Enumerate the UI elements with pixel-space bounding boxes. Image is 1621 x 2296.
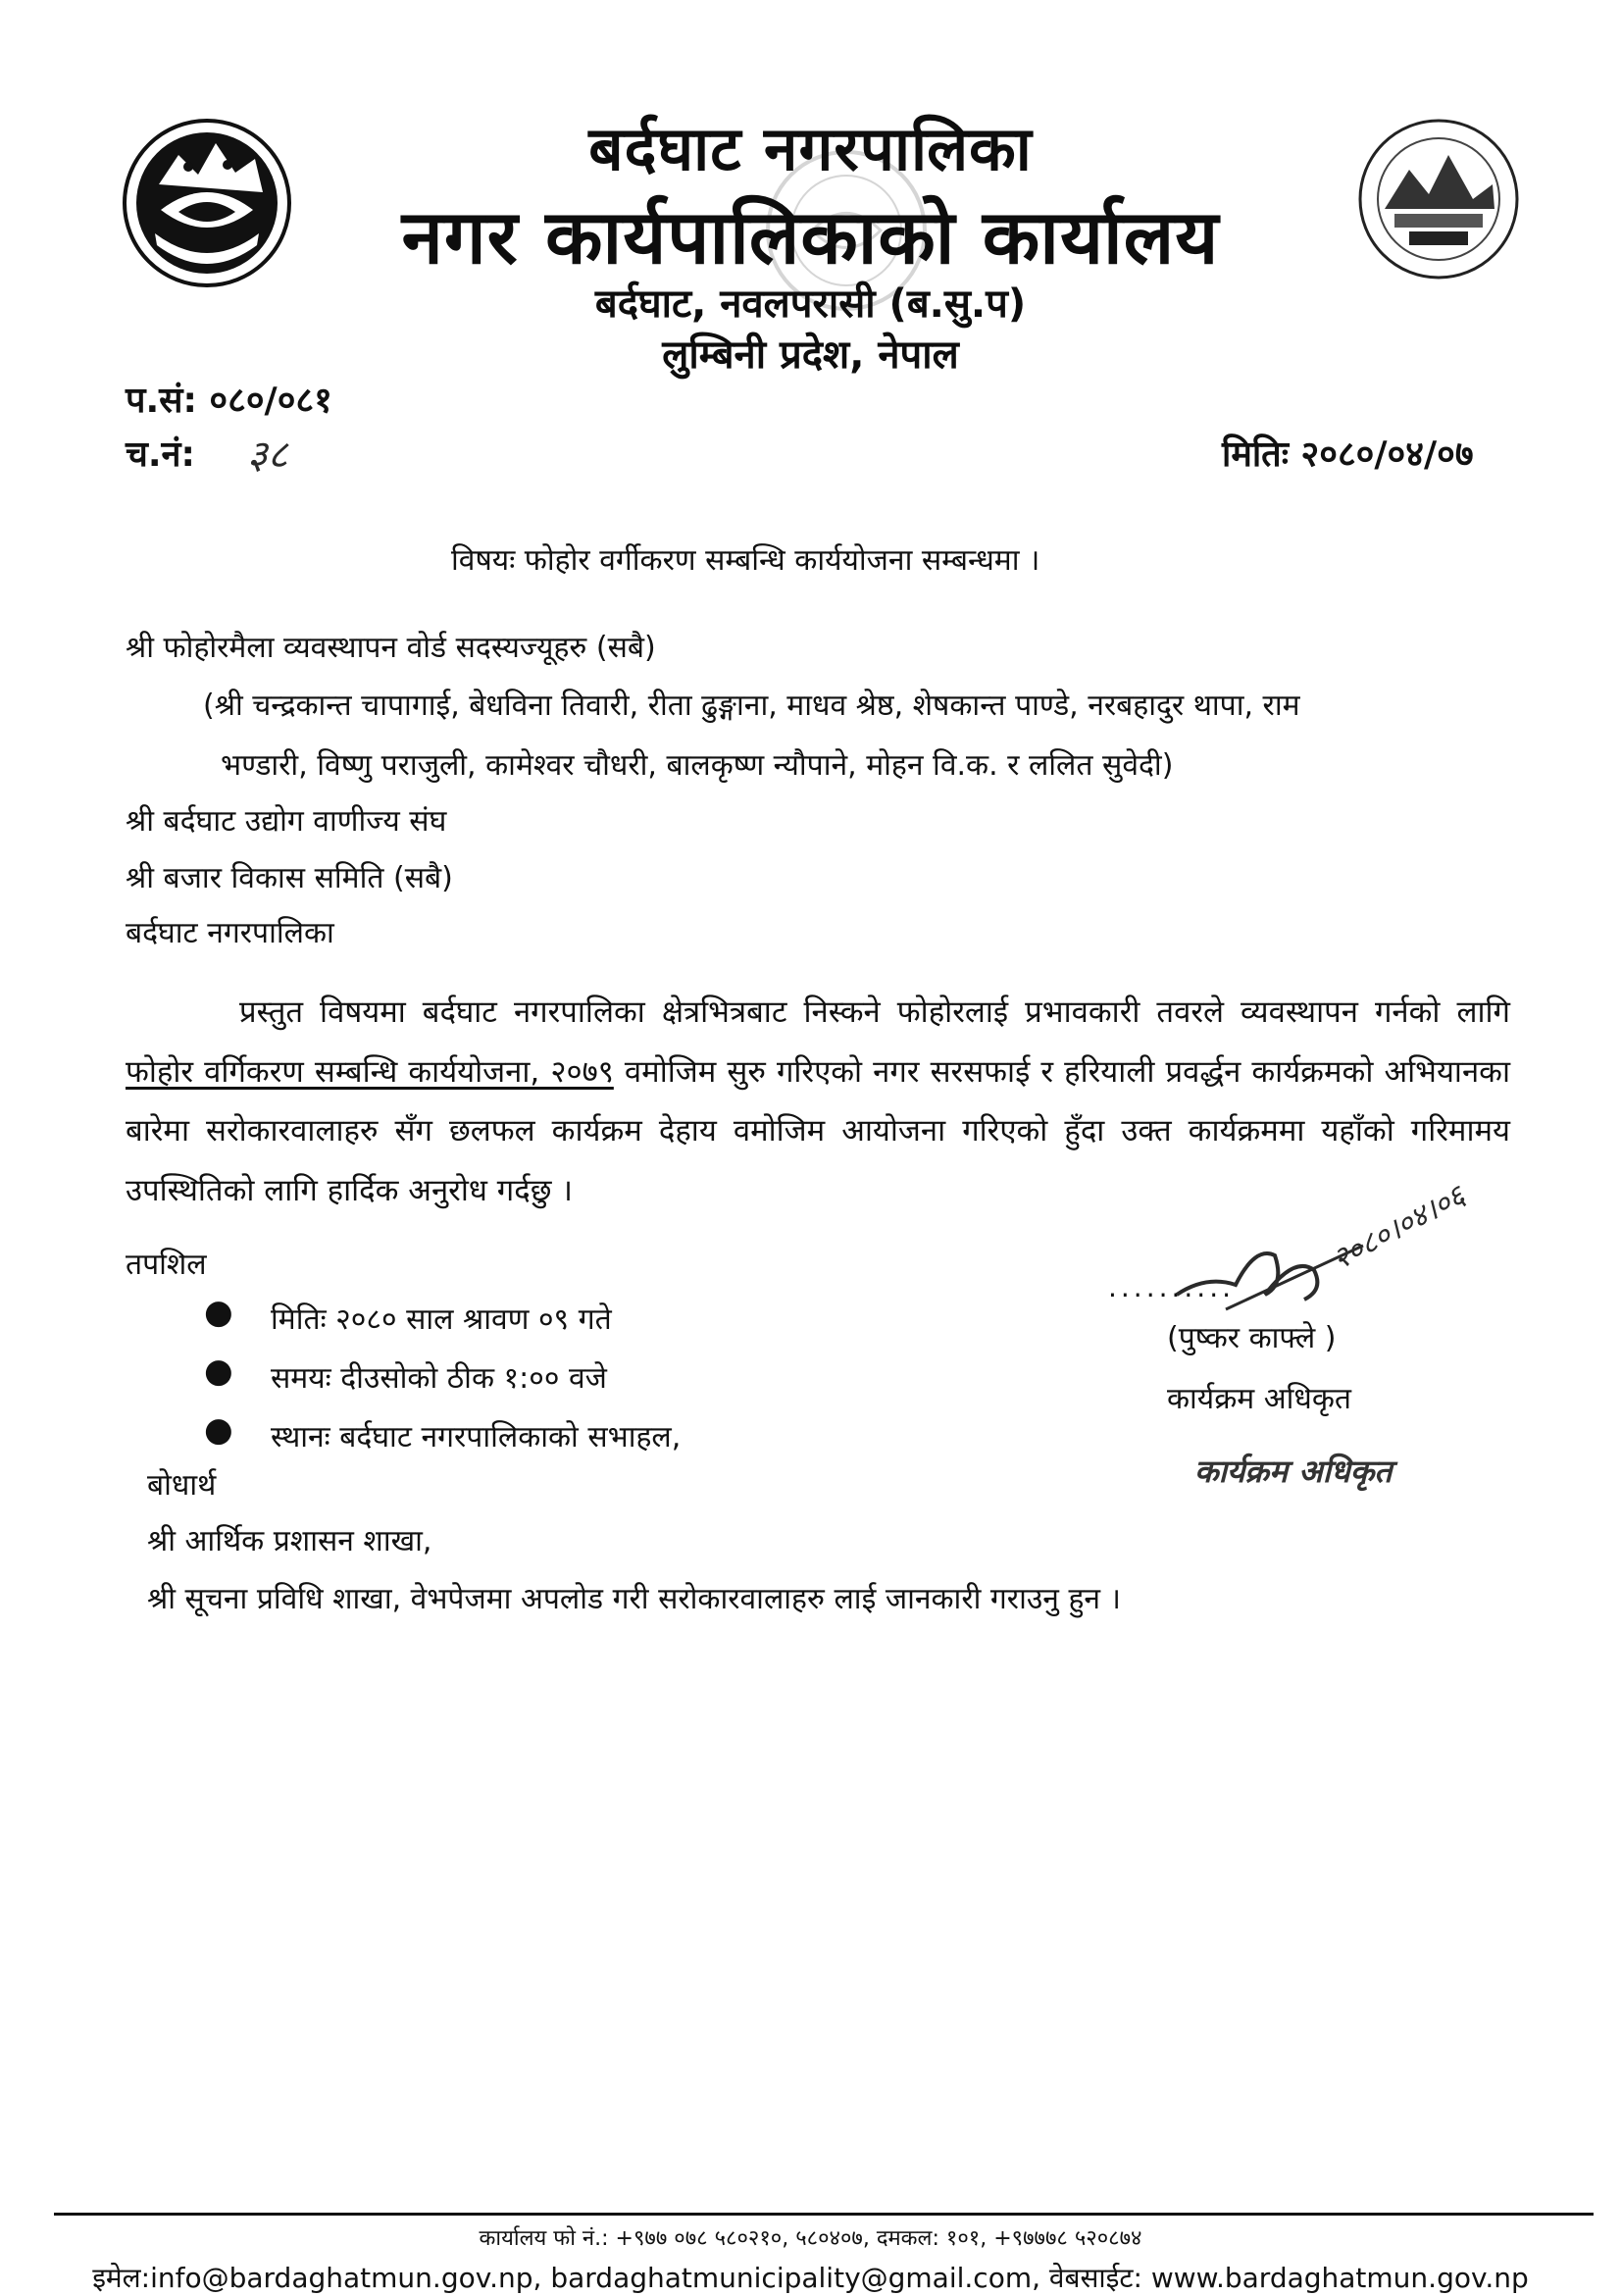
body-part1: प्रस्तुत विषयमा बर्दघाट नगरपालिका क्षेत्रभित्रबाट निस्कने फोहोरलाई प्रभावकारी तवरले व्यवस्थापन गर्नको लागि bbox=[239, 995, 1510, 1030]
schedule-venue: स्थानः बर्दघाट नगरपालिकाको सभाहल, bbox=[271, 1420, 682, 1454]
bullet-time: ● bbox=[204, 1352, 233, 1391]
chalani-number-handwritten: ३८ bbox=[247, 433, 288, 478]
chalani-number-label: च.नं: bbox=[126, 434, 195, 475]
bullet-venue: ● bbox=[204, 1410, 233, 1450]
subject-line: विषयः फोहोर वर्गीकरण सम्बन्धि कार्ययोजना सम्बन्धमा । bbox=[451, 543, 1040, 578]
signatory-name: (पुष्कर काफ्ले ) bbox=[1167, 1321, 1337, 1355]
schedule-date: मितिः २०८० साल श्रावण ०९ गते bbox=[271, 1302, 612, 1337]
footer-contact: इमेल:info@bardaghatmun.gov.np, bardaghatmunicipality@gmail.com, वेबसाईट: www.bardaghatmun.gov.np bbox=[92, 2262, 1529, 2294]
addressee-waste-board: श्री फोहोरमैला व्यवस्थापन वोर्ड सदस्यज्यूहरु (सबै) bbox=[126, 631, 656, 665]
board-members-line1: (श्री चन्द्रकान्त चापागाई, बेधविना तिवारी, रीता ढुङ्गाना, माधव श्रेष्ठ, शेषकान्त पाण्डे, नरबहादुर थापा, राम bbox=[203, 689, 1300, 723]
body-part2: वमोजिम सुरु गरिएको नगर सरसफाई र हरियाली प्रवर्द्धन कार्यक्रमको अभियानका बारेमा सरोकारवालाहरु सँग छलफल कार्यक्रम देहाय वमोजिम आयोजना गरिएको हुँदा उक्त कार्यक्रममा यहाँको गरिमामय उपस्थितिको लागि हार्दिक अनुरोध गर्दछु । bbox=[126, 1053, 1510, 1208]
municipality-name: बर्दघाट नगरपालिका bbox=[588, 113, 1033, 184]
signatory-title: कार्यक्रम अधिकृत bbox=[1167, 1382, 1352, 1416]
footer-phones: कार्यालय फो नं.: +९७७ ०७८ ५८०२१०, ५८०४०७, दमकल: १०१, +९७७७८ ५२०८७४ bbox=[479, 2226, 1142, 2251]
office-address: बर्दघाट, नवलपरासी (ब.सु.प) bbox=[594, 281, 1027, 327]
signature-date-handwritten: २०८०।०४।०६ bbox=[1327, 1178, 1471, 1278]
cc-heading: बोधार्थ bbox=[147, 1468, 217, 1503]
letter-date: मितिः २०८०/०४/०७ bbox=[1222, 434, 1474, 475]
addressee-market-committee: श्री बजार विकास समिति (सबै) bbox=[126, 861, 453, 895]
addressee-chamber: श्री बर्दघाट उद्योग वाणीज्य संघ bbox=[126, 804, 447, 839]
cc-finance-section: श्री आर्थिक प्रशासन शाखा, bbox=[147, 1524, 432, 1558]
designation-stamp: कार्यक्रम अधिकृत bbox=[1194, 1453, 1393, 1490]
addressee-municipality: बर्दघाट नगरपालिका bbox=[126, 916, 334, 950]
signature-dots: .......... bbox=[1108, 1271, 1236, 1303]
office-name: नगर कार्यपालिकाको कार्यालय bbox=[401, 193, 1220, 281]
body-paragraph bbox=[126, 983, 1510, 1220]
bullet-date: ● bbox=[204, 1293, 233, 1332]
province-country: लुम्बिनी प्रदेश, नेपाल bbox=[662, 332, 959, 378]
footer-divider bbox=[54, 2213, 1594, 2216]
action-plan-title: फोहोर वर्गिकरण सम्बन्धि कार्ययोजना, २०७९ bbox=[126, 1053, 614, 1090]
schedule-heading: तपशिल bbox=[126, 1248, 207, 1282]
patra-sankhya: प.सं: ०८०/०८१ bbox=[126, 381, 332, 421]
cc-it-section: श्री सूचना प्रविधि शाखा, वेभपेजमा अपलोड गरी सरोकारवालाहरु लाई जानकारी गराउनु हुन । bbox=[147, 1582, 1121, 1616]
board-members-line2: भण्डारी, विष्णु पराजुली, कामेश्वर चौधरी, बालकृष्ण न्यौपाने, मोहन वि.क. र ललित सुवेदी) bbox=[221, 748, 1174, 783]
schedule-time: समयः दीउसोको ठीक १:०० वजे bbox=[271, 1361, 607, 1396]
